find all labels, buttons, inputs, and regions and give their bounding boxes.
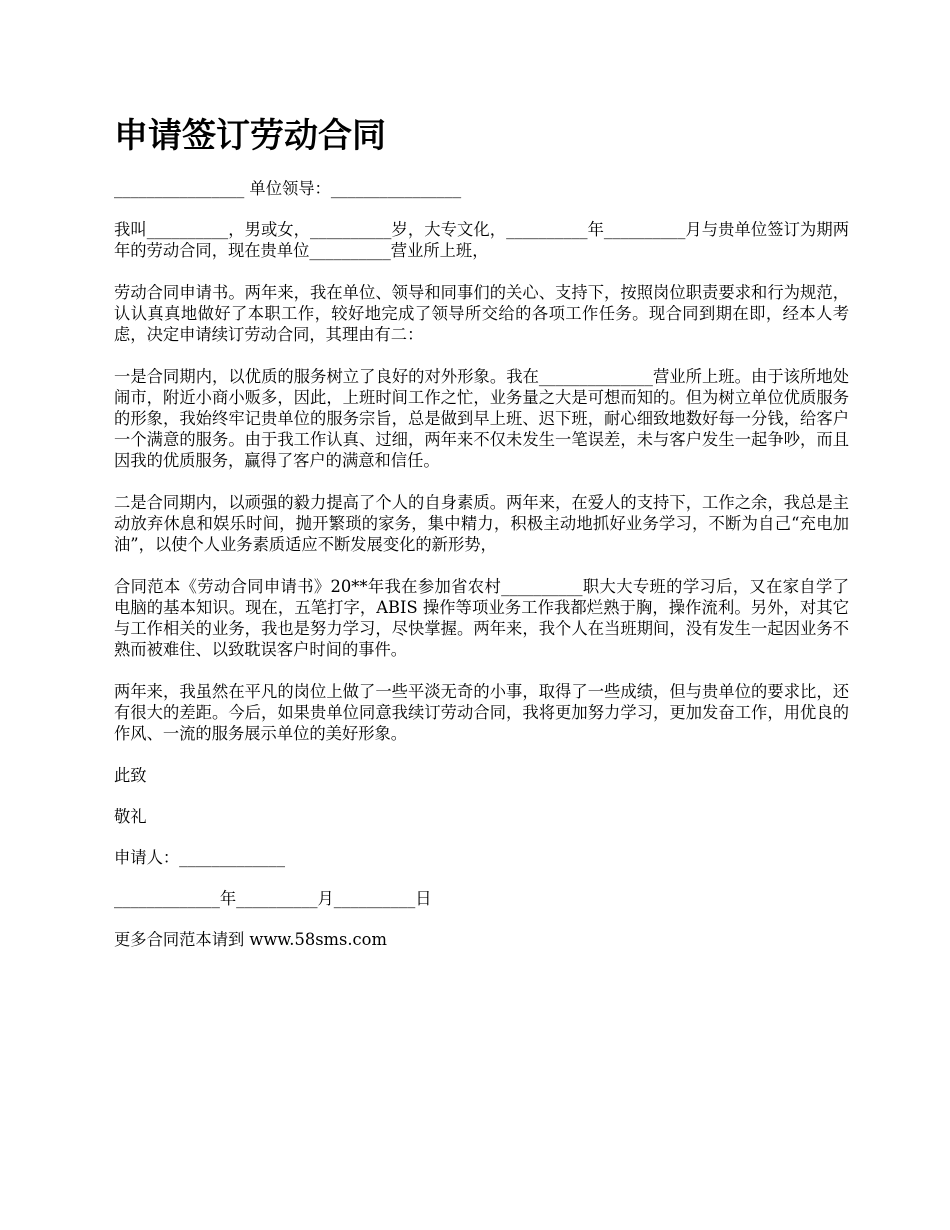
paragraph-reason-two: 二是合同期内，以顽强的毅力提高了个人的自身素质。两年来，在爱人的支持下，工作之余，我总是主动放弃休息和娱乐时间，抛开繁琐的家务，集中精力，积极主动地抓好业务学习，不断为自己“充电加油”，以使个人业务素质适应不断发展变化的新形势， [114,493,849,554]
paragraph-study: 合同范本《劳动合同申请书》20**年我在参加省农村__________职大大专班的学习后，又在家自学了电脑的基本知识。现在，五笔打字，ABIS 操作等项业务工作我都烂熟于胸，操作流利。另外，对其它与工作相关的业务，我也是努力学习，尽快掌握。两年来，我个人在当班期间，没有发生一起因业务不熟而被难住、以致耽误客户时间的事件。 [114,577,849,659]
closing-cizhi: 此致 [114,766,147,785]
document-title: 申请签订劳动合同 [114,116,386,156]
paragraph-conclusion: 两年来，我虽然在平凡的岗位上做了一些平淡无奇的小事，取得了一些成绩，但与贵单位的要求比，还有很大的差距。今后，如果贵单位同意我续订劳动合同，我将更加努力学习，更加发奋工作，用优良的作风、一流的服务展示单位的美好形象。 [114,682,849,743]
salutation-line: ________________ 单位领导：________________ [114,179,462,198]
closing-jingli: 敬礼 [114,807,147,826]
document-page [114,112,849,970]
date-line: _____________年__________月__________日 [114,889,432,908]
paragraph-reason-one: 一是合同期内，以优质的服务树立了良好的对外形象。我在______________营业所上班。由于该所地处闹市，附近小商小贩多，因此，上班时间工作之忙，业务量之大是可想而知的。但为树立单位优质服务的形象，我始终牢记贵单位的服务宗旨，总是做到早上班、迟下班，耐心细致地数好每一分钱，给客户一个满意的服务。由于我工作认真、过细，两年来不仅未发生一笔误差，未与客户发生一起争吵，而且因我的优质服务，赢得了客户的满意和信任。 [114,367,849,470]
paragraph-intro: 我叫__________，男或女，__________岁，大专文化，__________年__________月与贵单位签订为期两年的劳动合同，现在贵单位__________营业所上班， [114,220,849,260]
footer-link-text: 更多合同范本请到 www.58sms.com [114,930,387,949]
applicant-line: 申请人：_____________ [114,848,285,867]
paragraph-application: 劳动合同申请书。两年来，我在单位、领导和同事们的关心、支持下，按照岗位职责要求和行为规范，认认真真地做好了本职工作，较好地完成了领导所交给的各项工作任务。现合同到期在即，经本人考虑，决定申请续订劳动合同，其理由有二： [114,283,849,344]
